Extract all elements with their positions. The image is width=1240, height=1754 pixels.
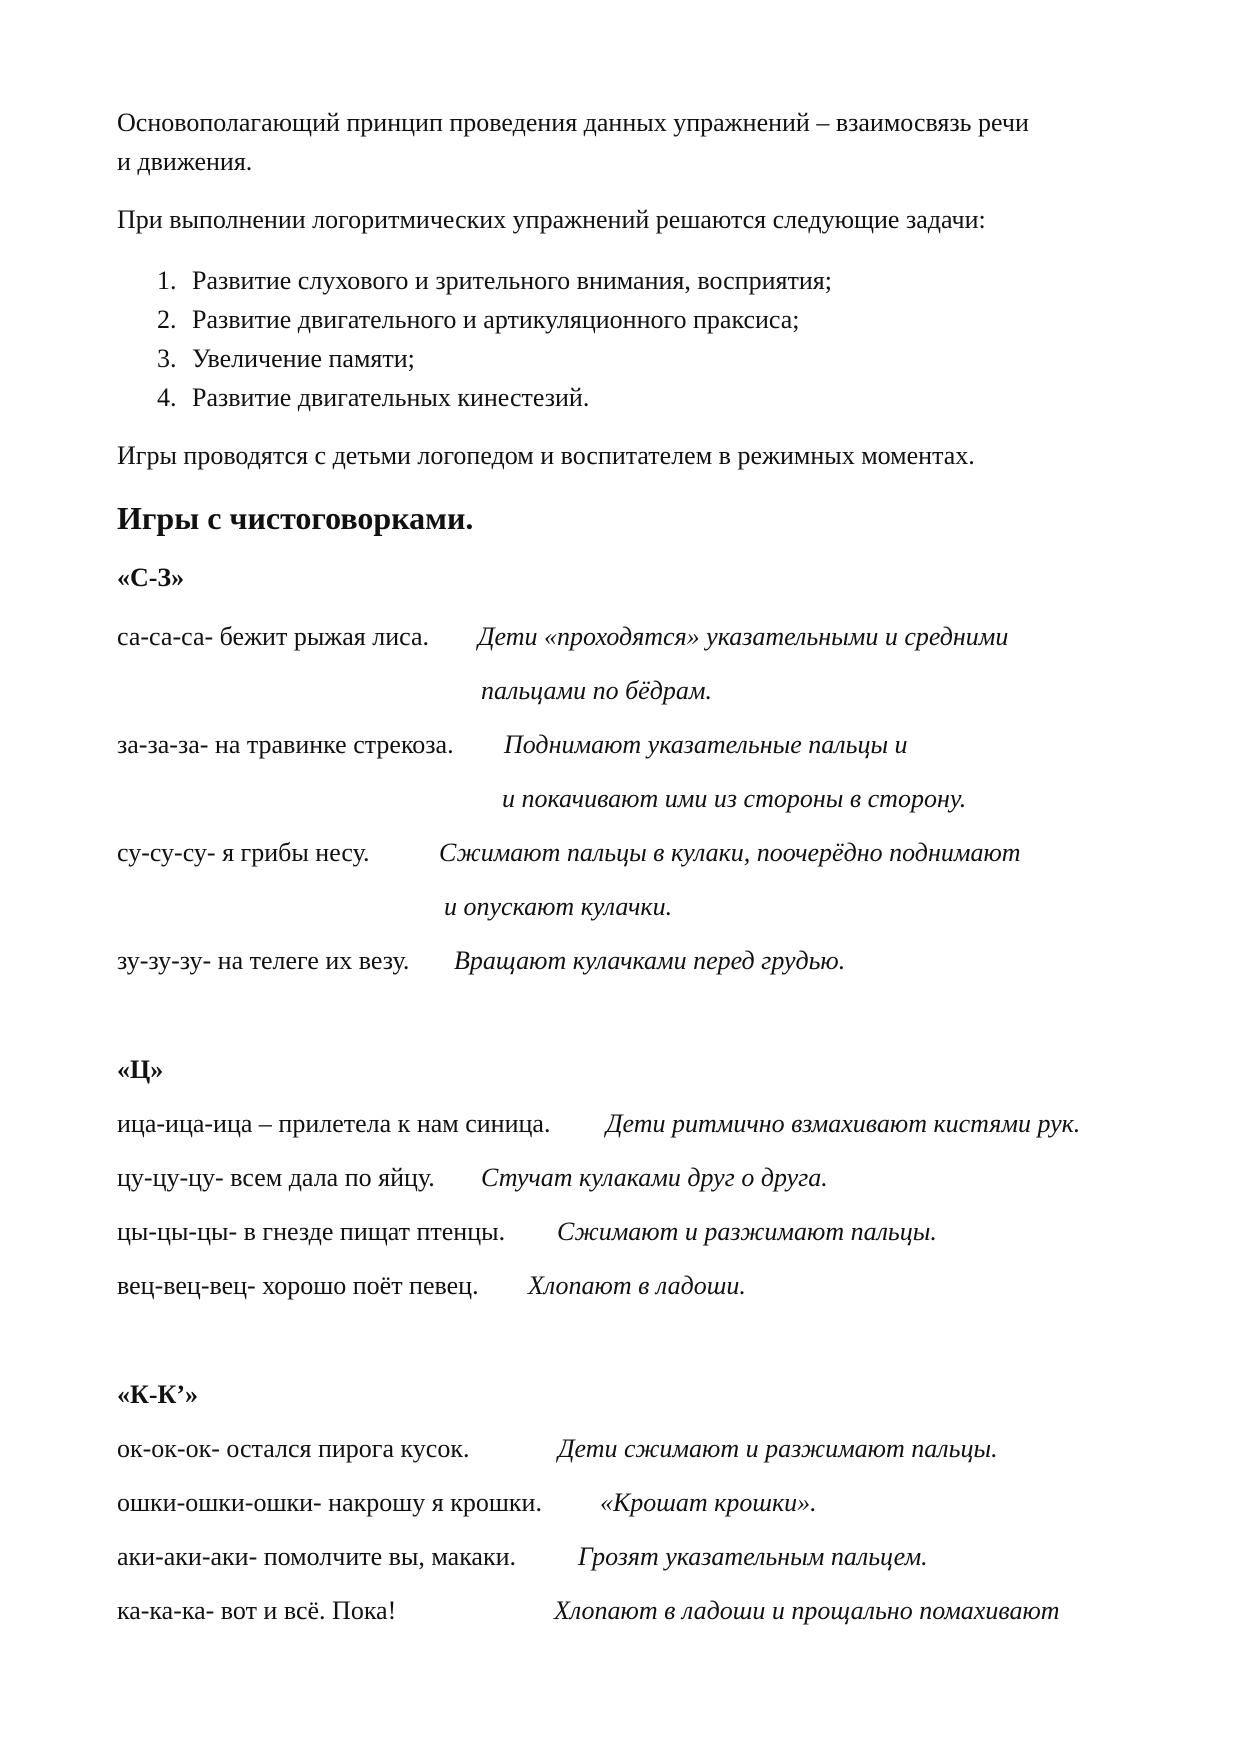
- rhyme-line: цу-цу-цу- всем дала по яйцу.: [117, 1163, 435, 1192]
- action-line: Вращают кулачками перед грудью.: [454, 946, 846, 975]
- task-number: 1.: [157, 266, 177, 295]
- action-line: Поднимают указательные пальцы и: [504, 730, 908, 759]
- action-line: Хлопают в ладоши.: [528, 1271, 746, 1300]
- action-line: Хлопают в ладоши и прощально помахивают: [554, 1596, 1060, 1625]
- task-number: 3.: [157, 344, 177, 373]
- action-line: Дети ритмично взмахивают кистями рук.: [606, 1109, 1081, 1138]
- action-line: «Крошат крошки».: [600, 1488, 817, 1517]
- task-number: 2.: [157, 305, 177, 334]
- rhyme-line: ошки-ошки-ошки- накрошу я крошки.: [117, 1488, 542, 1517]
- rhyme-line: су-су-су- я грибы несу.: [117, 838, 370, 867]
- rhyme-line: за-за-за- на травинке стрекоза.: [117, 730, 454, 759]
- task-text: Развитие двигательного и артикуляционного праксиса;: [192, 305, 800, 334]
- section-title-ts: «Ц»: [117, 1055, 164, 1084]
- section-title-k: «К-К’»: [117, 1380, 199, 1409]
- action-line: Грозят указательным пальцем.: [578, 1542, 928, 1571]
- action-continuation: и покачивают ими из стороны в сторону.: [502, 784, 967, 813]
- rhyme-line: ка-ка-ка- вот и всё. Пока!: [117, 1596, 397, 1625]
- action-continuation: пальцами по бёдрам.: [481, 676, 712, 705]
- rhyme-line: ица-ица-ица – прилетела к нам синица.: [117, 1109, 551, 1138]
- intro-paragraph-line-1: Основополагающий принцип проведения данных упражнений – взаимосвязь речи: [117, 108, 1029, 137]
- rhyme-line: вец-вец-вец- хорошо поёт певец.: [117, 1271, 479, 1300]
- rhyme-line: аки-аки-аки- помолчите вы, макаки.: [117, 1542, 517, 1571]
- intro-paragraph-2: При выполнении логоритмических упражнений решаются следующие задачи:: [117, 205, 986, 234]
- note-paragraph: Игры проводятся с детьми логопедом и воспитателем в режимных моментах.: [117, 441, 975, 470]
- section-title-s-z: «С-З»: [117, 563, 185, 592]
- action-line: Дети «проходятся» указательными и средними: [478, 622, 1009, 651]
- task-text: Развитие двигательных кинестезий.: [192, 383, 590, 412]
- rhyme-line: зу-зу-зу- на телеге их везу.: [117, 946, 410, 975]
- action-line: Дети сжимают и разжимают пальцы.: [558, 1434, 998, 1463]
- action-line: Сжимают и разжимают пальцы.: [557, 1217, 937, 1246]
- rhyme-line: ок-ок-ок- остался пирога кусок.: [117, 1434, 470, 1463]
- action-continuation: и опускают кулачки.: [444, 892, 673, 921]
- section-heading: Игры с чистоговорками.: [117, 500, 474, 536]
- intro-paragraph-line-2: и движения.: [117, 147, 253, 176]
- action-line: Стучат кулаками друг о друга.: [481, 1163, 828, 1192]
- task-text: Развитие слухового и зрительного внимания, восприятия;: [192, 266, 832, 295]
- task-text: Увеличение памяти;: [192, 344, 415, 373]
- action-line: Сжимают пальцы в кулаки, поочерёдно поднимают: [439, 838, 1021, 867]
- task-number: 4.: [157, 383, 177, 412]
- rhyme-line: цы-цы-цы- в гнезде пищат птенцы.: [117, 1217, 506, 1246]
- rhyme-line: са-са-са- бежит рыжая лиса.: [117, 622, 430, 651]
